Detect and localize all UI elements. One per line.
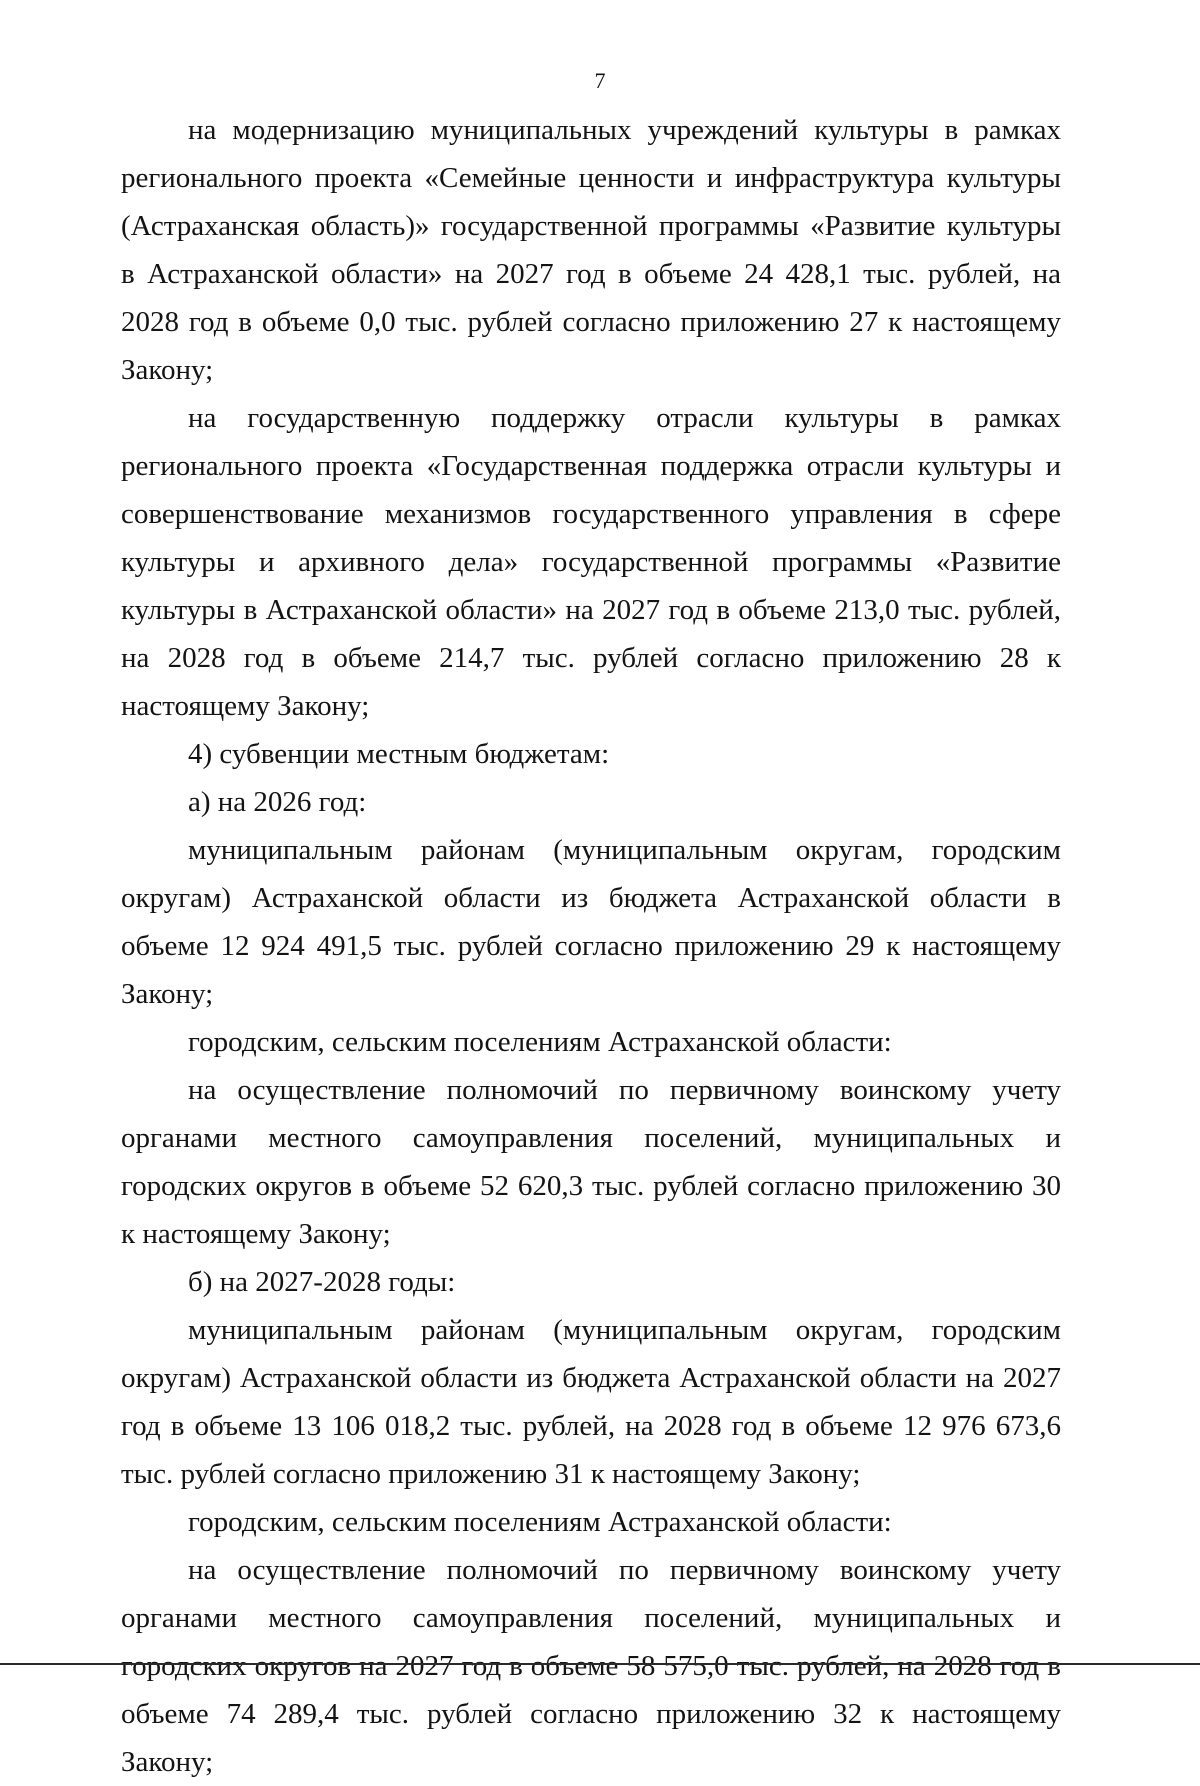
paragraph-settlements-heading-2026: городским, сельским поселениям Астраханской области: — [188, 1026, 892, 1058]
paragraph-subventions-heading: 4) субвенции местным бюджетам: — [188, 738, 610, 770]
page-number: 7 — [594, 68, 606, 93]
paragraph-municipal-districts-2026: муниципальным районам (муниципальным округам, городским округам) Астраханской области из бюджета Астраханской области в объеме 12 924 491,5 тыс. рублей согласно приложению 29 к настоящему Закону; — [121, 834, 1061, 1010]
paragraph-culture-modernization: на модернизацию муниципальных учреждений культуры в рамках регионального проекта «Семейные ценности и инфраструктура культуры (Астраханская область)» государственной программы «Развитие культуры в Астраханской области» на 2027 год в объеме 24 428,1 тыс. рублей, на 2028 год в объеме 0,0 тыс. рублей согласно приложению 27 к настоящему Закону; — [121, 114, 1061, 386]
paragraph-municipal-districts-2027-2028: муниципальным районам (муниципальным округам, городским округам) Астраханской области из бюджета Астраханской области на 2027 год в объеме 13 106 018,2 тыс. рублей, на 2028 год в объеме 12 976 673,6 тыс. рублей согласно приложению 31 к настоящему Закону; — [121, 1314, 1061, 1490]
document-body — [121, 106, 1061, 1786]
paragraph-year-2026-heading: а) на 2026 год: — [188, 786, 367, 818]
paragraph-military-registration-2026: на осуществление полномочий по первичному воинскому учету органами местного самоуправления поселений, муниципальных и городских округов в объеме 52 620,3 тыс. рублей согласно приложению 30 к настоящему Закону; — [121, 1074, 1061, 1250]
paragraph-military-registration-2027-2028: на осуществление полномочий по первичному воинскому учету органами местного самоуправления поселений, муниципальных и городских округов на 2027 год в объеме 58 575,0 тыс. рублей, на 2028 год в объеме 74 289,4 тыс. рублей согласно приложению 32 к настоящему Закону; — [121, 1554, 1061, 1778]
paragraph-culture-support: на государственную поддержку отрасли культуры в рамках регионального проекта «Государственная поддержка отрасли культуры и совершенствование механизмов государственного управления в сфере культуры и архивного дела» государственной программы «Развитие культуры в Астраханской области» на 2027 год в объеме 213,0 тыс. рублей, на 2028 год в объеме 214,7 тыс. рублей согласно приложению 28 к настоящему Закону; — [121, 402, 1061, 722]
paragraph-years-2027-2028-heading: б) на 2027-2028 годы: — [188, 1266, 456, 1298]
paragraph-settlements-heading-2027-2028: городским, сельским поселениям Астраханской области: — [188, 1506, 892, 1538]
footer-divider — [0, 1663, 1200, 1665]
